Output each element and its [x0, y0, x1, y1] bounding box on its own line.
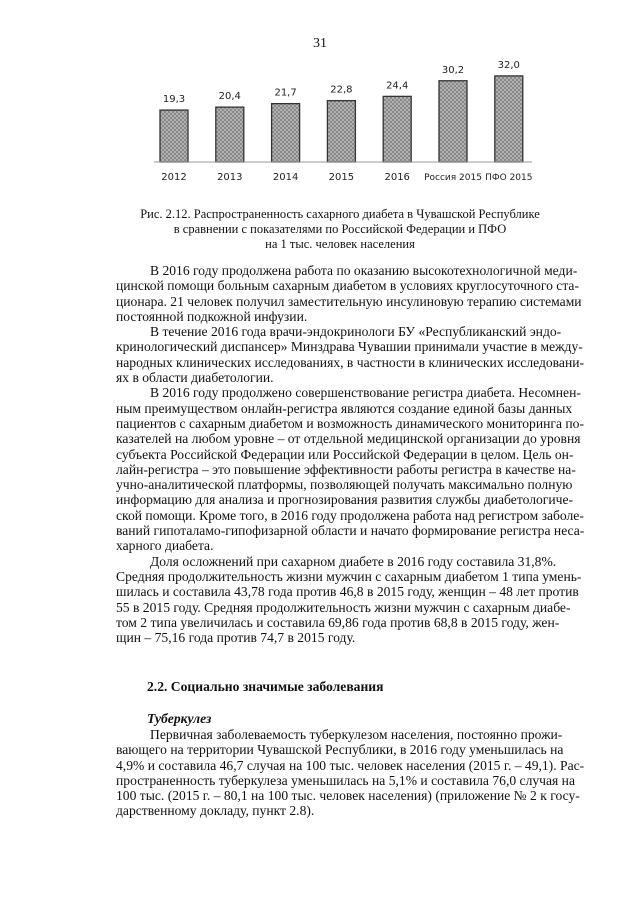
text-line: харного диабета. [116, 538, 214, 554]
bar [327, 101, 355, 162]
text-line: лайн-регистра – это повышение эффективности работы регистра в качестве на- [116, 461, 576, 477]
text-line: ваний гипоталамо-гипофизарной области и начато формирование регистра неса- [116, 523, 585, 539]
data-label: 24,4 [386, 80, 409, 92]
text-line: информацию для анализа и прогнозирования развития службы диабетологиче- [116, 492, 574, 508]
text-line: дарственному докладу, пункт 2.8). [116, 803, 315, 819]
category-label: ПФО 2015 [485, 173, 533, 183]
category-label: 2015 [328, 172, 355, 183]
text-line: Средняя продолжительность жизни мужчин с сахарным диабетом 1 типа умень- [116, 568, 582, 584]
data-label: 22,8 [330, 84, 353, 96]
text-line: В 2016 году продолжена работа по оказанию высокотехнологичной меди- [150, 263, 578, 278]
subheading-tuberculosis: Туберкулез [147, 711, 212, 726]
bar [495, 76, 523, 162]
text-line: ях в области диабетологии. [116, 370, 274, 386]
text-line: учно-аналитической платформы, позволяющей получать максимально полную [116, 477, 573, 493]
text-line: В 2016 году продолжено совершенствование регистра диабета. Несомнен- [150, 385, 581, 401]
text-line: цинской помощи больным сахарным диабетом в условиях круглосуточного ста- [116, 278, 579, 294]
data-label: 19,3 [162, 94, 186, 106]
text-line: кринологический диспансер» Минздрава Чувашии принимали участие в между- [116, 339, 583, 355]
text-line: пространенность туберкулеза уменьшилась на 5,1% и составила 76,0 случая на [116, 772, 575, 788]
category-label: 2012 [161, 172, 187, 183]
figure-caption [116, 207, 564, 252]
text-line: народных клинических исследованиях, в частности в клинических исследовани- [116, 354, 585, 370]
text-line: ционара. 21 человек получил заместительную инсулиновую терапию системами [116, 293, 582, 309]
caption-line: в сравнении с показателями по Российской Федерации и ПФО [173, 222, 507, 236]
page-number: 31 [313, 36, 327, 51]
data-label: 21,7 [274, 87, 297, 99]
bar [383, 96, 411, 162]
body-text-diabetes [116, 263, 585, 646]
body-text-tuberculosis [116, 727, 585, 819]
text-line: казателей на любом уровне – от отдельной медицинской организации до уровня [116, 431, 581, 447]
bar [439, 81, 467, 162]
text-line: 4,9% и составила 46,7 случая на 100 тыс. человек населения (2015 г. – 49,1). Рас- [116, 757, 585, 773]
category-label: 2016 [384, 172, 410, 183]
text-line: субъекта Российской Федерации или Российской Федерации в целом. Цель он- [116, 446, 574, 462]
data-label: 30,2 [441, 64, 465, 76]
category-label: 2014 [272, 172, 299, 183]
text-line: шилась и составила 43,78 года против 46,8 в 2015 году, женщин – 48 лет против [116, 584, 579, 600]
category-label: Россия 2015 [424, 173, 482, 183]
prevalence-bar-chart [140, 55, 540, 190]
text-line: ным преимуществом онлайн-регистра являются создание единой базы данных [116, 400, 573, 416]
caption-line: Рис. 2.12. Распространенность сахарного диабета в Чувашской Республике [140, 207, 540, 221]
text-line: том 2 типа увеличилась и составила 69,86 года против 68,8 в 2015 году, жен- [116, 614, 560, 630]
text-line: 100 тыс. (2015 г. – 80,1 на 100 тыс. человек населения) (приложение № 2 к госу- [116, 788, 580, 804]
bar [272, 104, 300, 162]
text-line: постоянной подкожной инфузии. [116, 308, 308, 324]
data-label: 32,0 [497, 59, 520, 71]
data-label: 20,4 [218, 91, 241, 103]
bar [160, 110, 188, 162]
text-line: Первичная заболеваемость туберкулезом населения, постоянно прожи- [150, 727, 563, 742]
text-line: ской помощи. Кроме того, в 2016 году продолжена работа над регистром заболе- [116, 507, 584, 523]
section-heading: 2.2. Социально значимые заболевания [147, 679, 384, 694]
bar [216, 107, 244, 162]
text-line: щин – 75,16 года против 74,7 в 2015 году. [116, 630, 356, 646]
text-line: Доля осложнений при сахарном диабете в 2016 году составила 31,8%. [150, 553, 557, 569]
text-line: 55 в 2015 году. Средняя продолжительность жизни мужчин с сахарным диабе- [116, 599, 571, 615]
category-label: 2013 [217, 172, 243, 183]
caption-line: на 1 тыс. человек населения [265, 237, 415, 251]
text-line: В течение 2016 года врачи-эндокринологи БУ «Республиканский эндо- [150, 324, 562, 340]
text-line: пациентов с сахарным диабетом и возможность динамического мониторинга по- [116, 415, 584, 431]
text-line: вающего на территории Чувашской Республики, в 2016 году уменьшилась на [116, 742, 564, 758]
